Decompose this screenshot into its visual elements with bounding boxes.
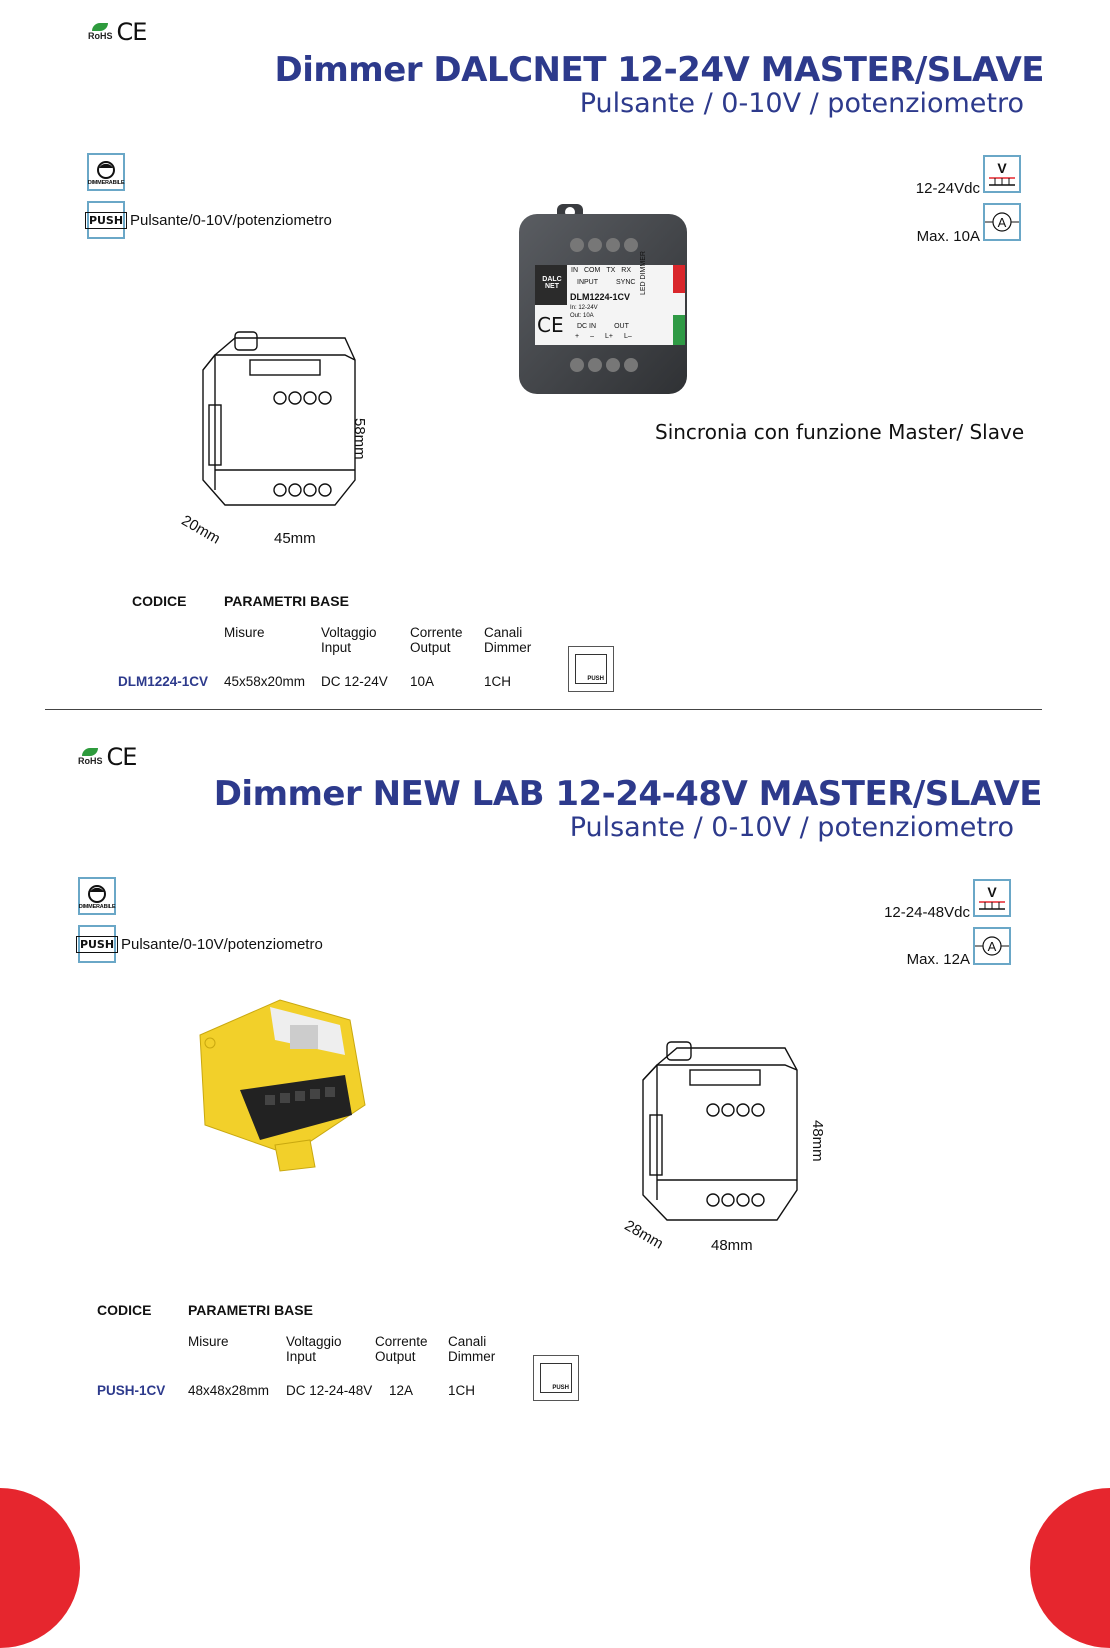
cell-corrente-1: 10A xyxy=(410,674,435,689)
col-corrente-2: Corrente Output xyxy=(375,1334,428,1364)
codice-header-1: CODICE xyxy=(132,593,187,609)
codice-header-2: CODICE xyxy=(97,1302,152,1318)
decor-circle-left xyxy=(0,1488,80,1648)
cell-canali-2: 1CH xyxy=(448,1383,476,1398)
cell-misure-1: 45x58x20mm xyxy=(224,674,306,689)
cell-canali-1: 1CH xyxy=(484,674,512,689)
current-spec-2: Max. 12A xyxy=(906,951,970,968)
col-voltaggio-2: Voltaggio Input xyxy=(286,1334,342,1364)
col-voltaggio-1: Voltaggio Input xyxy=(321,625,377,655)
voltage-spec-2: 12-24-48Vdc xyxy=(884,904,970,921)
cell-corrente-2: 12A xyxy=(389,1383,414,1398)
product-code-1: DLM1224-1CV xyxy=(118,674,209,689)
product-title-1: Dimmer DALCNET 12-24V MASTER/SLAVE xyxy=(274,50,1044,90)
push-icon: PUSH xyxy=(78,925,116,963)
dimension-width-1: 45mm xyxy=(274,530,316,547)
voltage-spec-1: 12-24Vdc xyxy=(915,180,980,197)
col-misure-2: Misure xyxy=(188,1334,229,1349)
params-header-1: PARAMETRI BASE xyxy=(224,593,349,609)
dimension-depth-1: 20mm xyxy=(178,512,224,548)
push-button-icon-1: PUSH xyxy=(568,646,614,692)
dimension-drawing-2 xyxy=(635,1040,810,1230)
ce-mark-icon: CE xyxy=(116,18,147,46)
product-subtitle-1: Pulsante / 0-10V / potenziometro xyxy=(579,88,1024,119)
cell-voltaggio-1: DC 12-24V xyxy=(321,674,388,689)
cell-voltaggio-2: DC 12-24-48V xyxy=(286,1383,373,1398)
voltage-icon: V xyxy=(983,155,1021,193)
push-button-icon-2: PUSH xyxy=(533,1355,579,1401)
section-divider xyxy=(45,709,1042,710)
dimension-drawing-1 xyxy=(195,330,365,520)
col-canali-2: Canali Dimmer xyxy=(448,1334,496,1364)
product-photo-newlab xyxy=(180,995,375,1175)
certifications-2 xyxy=(78,743,136,771)
product-photo-dalcnet: DALC NET IN COM TX RX INPUT SYNC DLM1224-1CV In: 12-24V Out: 10A CE DC IN OUT + – L+ L– LED DIMMER xyxy=(515,200,690,400)
product-code-2: PUSH-1CV xyxy=(97,1383,166,1398)
label-bottom-groups: DC IN OUT xyxy=(577,323,629,330)
certifications-1 xyxy=(88,18,146,46)
dimension-height-2: 48mm xyxy=(809,1120,826,1162)
rohs-icon: RoHS xyxy=(88,23,113,41)
params-header-2: PARAMETRI BASE xyxy=(188,1302,313,1318)
cell-misure-2: 48x48x28mm xyxy=(188,1383,270,1398)
label-top-groups: INPUT SYNC xyxy=(577,279,636,286)
col-canali-1: Canali Dimmer xyxy=(484,625,532,655)
decor-circle-right xyxy=(1030,1488,1110,1648)
feature-text-2: Pulsante/0-10V/potenziometro xyxy=(121,936,323,953)
ammeter-icon: A xyxy=(973,927,1011,965)
ce-mark-icon: CE xyxy=(106,743,137,771)
product-title-2: Dimmer NEW LAB 12-24-48V MASTER/SLAVE xyxy=(213,774,1042,814)
col-corrente-1: Corrente Output xyxy=(410,625,463,655)
dimension-width-2: 48mm xyxy=(711,1237,753,1254)
dimmable-icon: DIMMERABILE xyxy=(78,877,116,915)
label-top-cols: IN COM TX RX xyxy=(571,267,632,274)
label-bottom-cols: + – L+ L– xyxy=(575,333,632,340)
rohs-icon: RoHS xyxy=(78,748,103,766)
product-subtitle-2: Pulsante / 0-10V / potenziometro xyxy=(569,812,1014,843)
dimension-height-1: 58mm xyxy=(351,418,368,460)
dimension-depth-2: 28mm xyxy=(621,1217,667,1253)
ammeter-icon: A xyxy=(983,203,1021,241)
sync-text: Sincronia con funzione Master/ Slave xyxy=(655,420,1025,444)
col-misure-1: Misure xyxy=(224,625,265,640)
current-spec-1: Max. 10A xyxy=(916,228,980,245)
feature-text-1: Pulsante/0-10V/potenziometro xyxy=(130,212,332,229)
push-icon: PUSH xyxy=(87,201,125,239)
voltage-icon: V xyxy=(973,879,1011,917)
dimmable-icon: DIMMERABILE xyxy=(87,153,125,191)
